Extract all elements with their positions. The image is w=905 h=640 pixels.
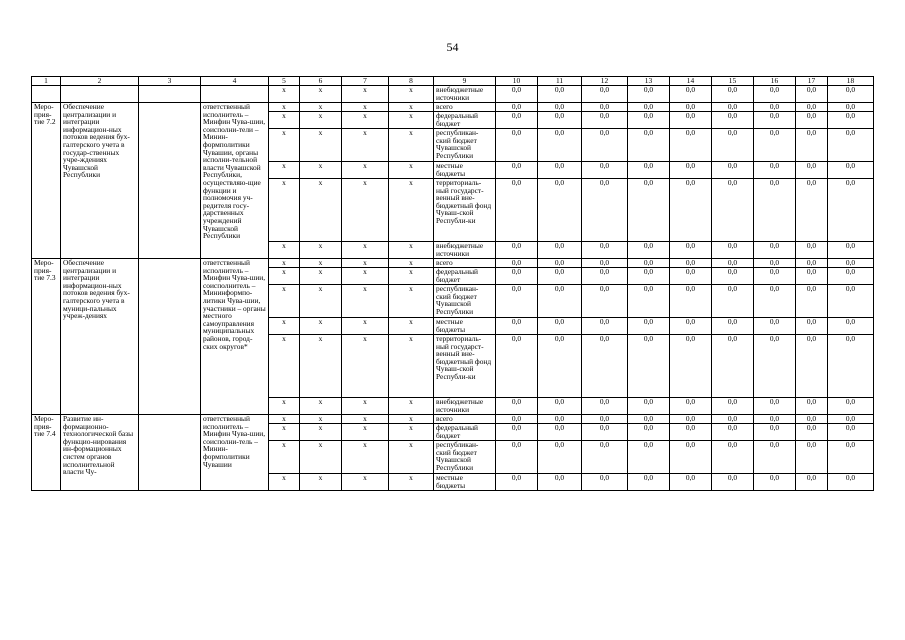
amount-cell: 0,0 <box>796 112 828 129</box>
amount-cell: 0,0 <box>538 103 582 112</box>
amount-cell: 0,0 <box>628 268 670 285</box>
amount-cell: 0,0 <box>754 112 796 129</box>
x-mark-cell: x <box>269 335 300 398</box>
x-mark-cell: x <box>342 398 389 415</box>
x-mark-cell: x <box>342 441 389 474</box>
x-mark-cell: x <box>300 86 342 103</box>
amount-cell: 0,0 <box>538 335 582 398</box>
amount-cell: 0,0 <box>628 259 670 268</box>
amount-cell: 0,0 <box>828 129 874 162</box>
amount-cell: 0,0 <box>796 285 828 318</box>
x-mark-cell: x <box>269 285 300 318</box>
amount-cell: 0,0 <box>538 474 582 491</box>
amount-cell: 0,0 <box>754 259 796 268</box>
amount-cell: 0,0 <box>538 441 582 474</box>
amount-cell: 0,0 <box>538 424 582 441</box>
measure-name-cell: Обеспечение централизации и интеграции информацион-ных потоков ведения бух-галтерского учета в муници-пальных учреж-дениях <box>61 259 139 415</box>
x-mark-cell: x <box>389 318 434 335</box>
x-mark-cell: x <box>389 259 434 268</box>
amount-cell: 0,0 <box>754 103 796 112</box>
x-mark-cell: x <box>389 285 434 318</box>
x-mark-cell: x <box>342 285 389 318</box>
amount-cell: 0,0 <box>628 129 670 162</box>
amount-cell: 0,0 <box>582 259 628 268</box>
column-header: 13 <box>628 77 670 86</box>
empty-cell <box>139 415 201 491</box>
amount-cell: 0,0 <box>828 285 874 318</box>
funding-source-cell: внебюджетные источники <box>434 86 496 103</box>
amount-cell: 0,0 <box>582 129 628 162</box>
amount-cell: 0,0 <box>496 129 538 162</box>
amount-cell: 0,0 <box>496 474 538 491</box>
amount-cell: 0,0 <box>582 335 628 398</box>
amount-cell: 0,0 <box>496 415 538 424</box>
x-mark-cell: x <box>342 86 389 103</box>
amount-cell: 0,0 <box>712 335 754 398</box>
amount-cell: 0,0 <box>670 259 712 268</box>
column-header: 8 <box>389 77 434 86</box>
amount-cell: 0,0 <box>496 162 538 179</box>
amount-cell: 0,0 <box>628 474 670 491</box>
column-header: 10 <box>496 77 538 86</box>
amount-cell: 0,0 <box>796 129 828 162</box>
x-mark-cell: x <box>342 474 389 491</box>
amount-cell: 0,0 <box>582 285 628 318</box>
measure-code-cell: Меро-прия-тие 7.4 <box>32 415 61 491</box>
amount-cell: 0,0 <box>828 259 874 268</box>
amount-cell: 0,0 <box>712 424 754 441</box>
amount-cell: 0,0 <box>582 242 628 259</box>
x-mark-cell: x <box>269 259 300 268</box>
x-mark-cell: x <box>389 86 434 103</box>
amount-cell: 0,0 <box>754 474 796 491</box>
amount-cell: 0,0 <box>754 162 796 179</box>
table-row <box>32 103 874 112</box>
amount-cell: 0,0 <box>670 415 712 424</box>
amount-cell: 0,0 <box>538 415 582 424</box>
amount-cell: 0,0 <box>670 242 712 259</box>
x-mark-cell: x <box>300 268 342 285</box>
empty-cell <box>201 86 269 103</box>
amount-cell: 0,0 <box>538 129 582 162</box>
x-mark-cell: x <box>342 415 389 424</box>
amount-cell: 0,0 <box>828 162 874 179</box>
amount-cell: 0,0 <box>796 162 828 179</box>
x-mark-cell: x <box>342 335 389 398</box>
amount-cell: 0,0 <box>628 179 670 242</box>
amount-cell: 0,0 <box>670 129 712 162</box>
amount-cell: 0,0 <box>582 162 628 179</box>
x-mark-cell: x <box>300 129 342 162</box>
table-body <box>32 86 874 491</box>
x-mark-cell: x <box>389 441 434 474</box>
x-mark-cell: x <box>300 398 342 415</box>
amount-cell: 0,0 <box>538 162 582 179</box>
executor-cell: ответственный исполнитель – Минфин Чува-шии, соисполни-тели – Минин-формполитики Чувашии, органы исполни-тельной власти Чувашской Республики, осуществляю-щие функции и полномочия уч-редителя госу-дарственных учреждений Чувашской Республики <box>201 103 269 259</box>
column-header: 11 <box>538 77 582 86</box>
amount-cell: 0,0 <box>538 112 582 129</box>
x-mark-cell: x <box>269 86 300 103</box>
x-mark-cell: x <box>389 242 434 259</box>
x-mark-cell: x <box>269 318 300 335</box>
amount-cell: 0,0 <box>754 242 796 259</box>
amount-cell: 0,0 <box>670 268 712 285</box>
empty-cell <box>139 86 201 103</box>
x-mark-cell: x <box>389 129 434 162</box>
amount-cell: 0,0 <box>538 398 582 415</box>
amount-cell: 0,0 <box>828 415 874 424</box>
amount-cell: 0,0 <box>828 112 874 129</box>
amount-cell: 0,0 <box>712 415 754 424</box>
funding-source-cell: внебюджетные источники <box>434 242 496 259</box>
amount-cell: 0,0 <box>582 398 628 415</box>
amount-cell: 0,0 <box>496 335 538 398</box>
amount-cell: 0,0 <box>712 441 754 474</box>
amount-cell: 0,0 <box>828 398 874 415</box>
x-mark-cell: x <box>389 179 434 242</box>
x-mark-cell: x <box>300 162 342 179</box>
x-mark-cell: x <box>269 162 300 179</box>
column-header: 7 <box>342 77 389 86</box>
table-row <box>32 259 874 268</box>
funding-source-cell: внебюджетные источники <box>434 398 496 415</box>
amount-cell: 0,0 <box>754 424 796 441</box>
amount-cell: 0,0 <box>496 103 538 112</box>
amount-cell: 0,0 <box>628 103 670 112</box>
column-header: 14 <box>670 77 712 86</box>
amount-cell: 0,0 <box>828 86 874 103</box>
funding-source-cell: территориаль-ный государст-венный вне-бюджетный фонд Чуваш-ской Республи-ки <box>434 335 496 398</box>
column-header: 2 <box>61 77 139 86</box>
amount-cell: 0,0 <box>796 415 828 424</box>
amount-cell: 0,0 <box>496 242 538 259</box>
amount-cell: 0,0 <box>628 415 670 424</box>
amount-cell: 0,0 <box>670 179 712 242</box>
column-header: 6 <box>300 77 342 86</box>
column-header: 15 <box>712 77 754 86</box>
amount-cell: 0,0 <box>538 318 582 335</box>
amount-cell: 0,0 <box>754 318 796 335</box>
amount-cell: 0,0 <box>796 335 828 398</box>
empty-cell <box>32 86 61 103</box>
amount-cell: 0,0 <box>828 242 874 259</box>
amount-cell: 0,0 <box>796 103 828 112</box>
amount-cell: 0,0 <box>754 86 796 103</box>
column-header: 18 <box>828 77 874 86</box>
x-mark-cell: x <box>342 179 389 242</box>
x-mark-cell: x <box>300 259 342 268</box>
amount-cell: 0,0 <box>496 318 538 335</box>
column-header: 17 <box>796 77 828 86</box>
amount-cell: 0,0 <box>628 242 670 259</box>
x-mark-cell: x <box>269 242 300 259</box>
empty-cell <box>139 259 201 415</box>
executor-cell: ответственный исполнитель – Минфин Чува-шии, соисполни-тель – Минин-формполитики Чувашии <box>201 415 269 491</box>
funding-source-cell: территориаль-ный государст-венный вне-бюджетный фонд Чуваш-ской Республи-ки <box>434 179 496 242</box>
amount-cell: 0,0 <box>754 285 796 318</box>
x-mark-cell: x <box>389 474 434 491</box>
funding-source-cell: местные бюджеты <box>434 318 496 335</box>
amount-cell: 0,0 <box>754 268 796 285</box>
amount-cell: 0,0 <box>712 86 754 103</box>
measure-code-cell: Меро-прия-тие 7.3 <box>32 259 61 415</box>
amount-cell: 0,0 <box>754 441 796 474</box>
executor-cell: ответственный исполнитель – Минфин Чува-шии, соисполнитель – Мининформпо-литики Чува-шии, участники – органы местного самоуправления муниципальных районов, город-ских округов* <box>201 259 269 415</box>
empty-cell <box>61 86 139 103</box>
funding-source-cell: федеральный бюджет <box>434 424 496 441</box>
x-mark-cell: x <box>300 335 342 398</box>
amount-cell: 0,0 <box>628 318 670 335</box>
amount-cell: 0,0 <box>670 441 712 474</box>
amount-cell: 0,0 <box>828 474 874 491</box>
x-mark-cell: x <box>269 129 300 162</box>
amount-cell: 0,0 <box>712 285 754 318</box>
funding-source-cell: местные бюджеты <box>434 162 496 179</box>
x-mark-cell: x <box>300 103 342 112</box>
page-number: 54 <box>446 40 459 54</box>
amount-cell: 0,0 <box>712 259 754 268</box>
x-mark-cell: x <box>300 179 342 242</box>
amount-cell: 0,0 <box>828 318 874 335</box>
amount-cell: 0,0 <box>670 474 712 491</box>
column-header: 16 <box>754 77 796 86</box>
amount-cell: 0,0 <box>670 335 712 398</box>
amount-cell: 0,0 <box>538 179 582 242</box>
x-mark-cell: x <box>269 398 300 415</box>
amount-cell: 0,0 <box>582 415 628 424</box>
amount-cell: 0,0 <box>796 398 828 415</box>
measure-code-cell: Меро-прия-тие 7.2 <box>32 103 61 259</box>
x-mark-cell: x <box>389 335 434 398</box>
x-mark-cell: x <box>342 242 389 259</box>
amount-cell: 0,0 <box>628 112 670 129</box>
x-mark-cell: x <box>342 162 389 179</box>
empty-cell <box>139 103 201 259</box>
amount-cell: 0,0 <box>496 179 538 242</box>
amount-cell: 0,0 <box>628 441 670 474</box>
amount-cell: 0,0 <box>796 474 828 491</box>
amount-cell: 0,0 <box>538 86 582 103</box>
x-mark-cell: x <box>269 415 300 424</box>
measure-name-cell: Обеспечение централизации и интеграции информацион-ных потоков ведения бух-галтерского учета в государ-ственных учре-ждениях Чувашской Республики <box>61 103 139 259</box>
x-mark-cell: x <box>300 285 342 318</box>
x-mark-cell: x <box>389 424 434 441</box>
amount-cell: 0,0 <box>712 242 754 259</box>
amount-cell: 0,0 <box>582 103 628 112</box>
amount-cell: 0,0 <box>828 335 874 398</box>
amount-cell: 0,0 <box>670 86 712 103</box>
amount-cell: 0,0 <box>496 285 538 318</box>
x-mark-cell: x <box>342 268 389 285</box>
amount-cell: 0,0 <box>582 112 628 129</box>
column-header: 1 <box>32 77 61 86</box>
x-mark-cell: x <box>389 162 434 179</box>
amount-cell: 0,0 <box>582 318 628 335</box>
amount-cell: 0,0 <box>538 268 582 285</box>
amount-cell: 0,0 <box>796 318 828 335</box>
amount-cell: 0,0 <box>828 441 874 474</box>
x-mark-cell: x <box>342 112 389 129</box>
amount-cell: 0,0 <box>712 129 754 162</box>
table-header-row <box>32 77 874 86</box>
amount-cell: 0,0 <box>712 318 754 335</box>
x-mark-cell: x <box>389 268 434 285</box>
amount-cell: 0,0 <box>670 318 712 335</box>
column-header: 9 <box>434 77 496 86</box>
funding-source-cell: республикан-ский бюджет Чувашской Республики <box>434 129 496 162</box>
amount-cell: 0,0 <box>670 398 712 415</box>
amount-cell: 0,0 <box>712 268 754 285</box>
amount-cell: 0,0 <box>582 441 628 474</box>
amount-cell: 0,0 <box>796 424 828 441</box>
amount-cell: 0,0 <box>582 179 628 242</box>
amount-cell: 0,0 <box>712 103 754 112</box>
x-mark-cell: x <box>389 112 434 129</box>
x-mark-cell: x <box>342 259 389 268</box>
amount-cell: 0,0 <box>712 398 754 415</box>
amount-cell: 0,0 <box>496 441 538 474</box>
amount-cell: 0,0 <box>538 259 582 268</box>
amount-cell: 0,0 <box>712 112 754 129</box>
amount-cell: 0,0 <box>712 162 754 179</box>
amount-cell: 0,0 <box>754 415 796 424</box>
amount-cell: 0,0 <box>496 112 538 129</box>
funding-source-cell: всего <box>434 415 496 424</box>
funding-source-cell: всего <box>434 103 496 112</box>
amount-cell: 0,0 <box>670 112 712 129</box>
amount-cell: 0,0 <box>828 179 874 242</box>
x-mark-cell: x <box>342 424 389 441</box>
x-mark-cell: x <box>300 318 342 335</box>
column-header: 5 <box>269 77 300 86</box>
amount-cell: 0,0 <box>628 86 670 103</box>
amount-cell: 0,0 <box>496 268 538 285</box>
amount-cell: 0,0 <box>754 179 796 242</box>
funding-source-cell: федеральный бюджет <box>434 268 496 285</box>
amount-cell: 0,0 <box>796 268 828 285</box>
amount-cell: 0,0 <box>796 242 828 259</box>
amount-cell: 0,0 <box>582 474 628 491</box>
amount-cell: 0,0 <box>670 103 712 112</box>
x-mark-cell: x <box>300 112 342 129</box>
amount-cell: 0,0 <box>496 86 538 103</box>
amount-cell: 0,0 <box>582 86 628 103</box>
amount-cell: 0,0 <box>828 268 874 285</box>
x-mark-cell: x <box>342 103 389 112</box>
x-mark-cell: x <box>269 441 300 474</box>
amount-cell: 0,0 <box>712 474 754 491</box>
x-mark-cell: x <box>300 441 342 474</box>
funding-source-cell: местные бюджеты <box>434 474 496 491</box>
amount-cell: 0,0 <box>712 179 754 242</box>
table-row <box>32 415 874 424</box>
amount-cell: 0,0 <box>628 162 670 179</box>
x-mark-cell: x <box>269 424 300 441</box>
table-row <box>32 86 874 103</box>
amount-cell: 0,0 <box>670 424 712 441</box>
amount-cell: 0,0 <box>670 285 712 318</box>
x-mark-cell: x <box>269 112 300 129</box>
amount-cell: 0,0 <box>496 259 538 268</box>
x-mark-cell: x <box>389 398 434 415</box>
x-mark-cell: x <box>300 424 342 441</box>
amount-cell: 0,0 <box>796 86 828 103</box>
amount-cell: 0,0 <box>828 103 874 112</box>
column-header: 3 <box>139 77 201 86</box>
amount-cell: 0,0 <box>796 259 828 268</box>
amount-cell: 0,0 <box>496 398 538 415</box>
x-mark-cell: x <box>342 318 389 335</box>
amount-cell: 0,0 <box>582 268 628 285</box>
amount-cell: 0,0 <box>754 398 796 415</box>
budget-table <box>31 76 874 491</box>
x-mark-cell: x <box>389 103 434 112</box>
amount-cell: 0,0 <box>670 162 712 179</box>
funding-source-cell: республикан-ский бюджет Чувашской Республики <box>434 285 496 318</box>
funding-source-cell: всего <box>434 259 496 268</box>
x-mark-cell: x <box>269 103 300 112</box>
x-mark-cell: x <box>300 242 342 259</box>
amount-cell: 0,0 <box>828 424 874 441</box>
amount-cell: 0,0 <box>796 179 828 242</box>
column-header: 12 <box>582 77 628 86</box>
amount-cell: 0,0 <box>628 424 670 441</box>
amount-cell: 0,0 <box>796 441 828 474</box>
amount-cell: 0,0 <box>538 242 582 259</box>
x-mark-cell: x <box>389 415 434 424</box>
column-header: 4 <box>201 77 269 86</box>
amount-cell: 0,0 <box>582 424 628 441</box>
amount-cell: 0,0 <box>538 285 582 318</box>
x-mark-cell: x <box>300 415 342 424</box>
x-mark-cell: x <box>269 474 300 491</box>
x-mark-cell: x <box>300 474 342 491</box>
amount-cell: 0,0 <box>628 398 670 415</box>
amount-cell: 0,0 <box>628 285 670 318</box>
x-mark-cell: x <box>269 179 300 242</box>
x-mark-cell: x <box>269 268 300 285</box>
amount-cell: 0,0 <box>628 335 670 398</box>
funding-source-cell: республикан-ский бюджет Чувашской Республики <box>434 441 496 474</box>
x-mark-cell: x <box>342 129 389 162</box>
amount-cell: 0,0 <box>754 129 796 162</box>
amount-cell: 0,0 <box>496 424 538 441</box>
funding-source-cell: федеральный бюджет <box>434 112 496 129</box>
amount-cell: 0,0 <box>754 335 796 398</box>
measure-name-cell: Развитие ин-формационно-технологической базы функцио-нирования ин-формационных систем органов исполнительной власти Чу- <box>61 415 139 491</box>
